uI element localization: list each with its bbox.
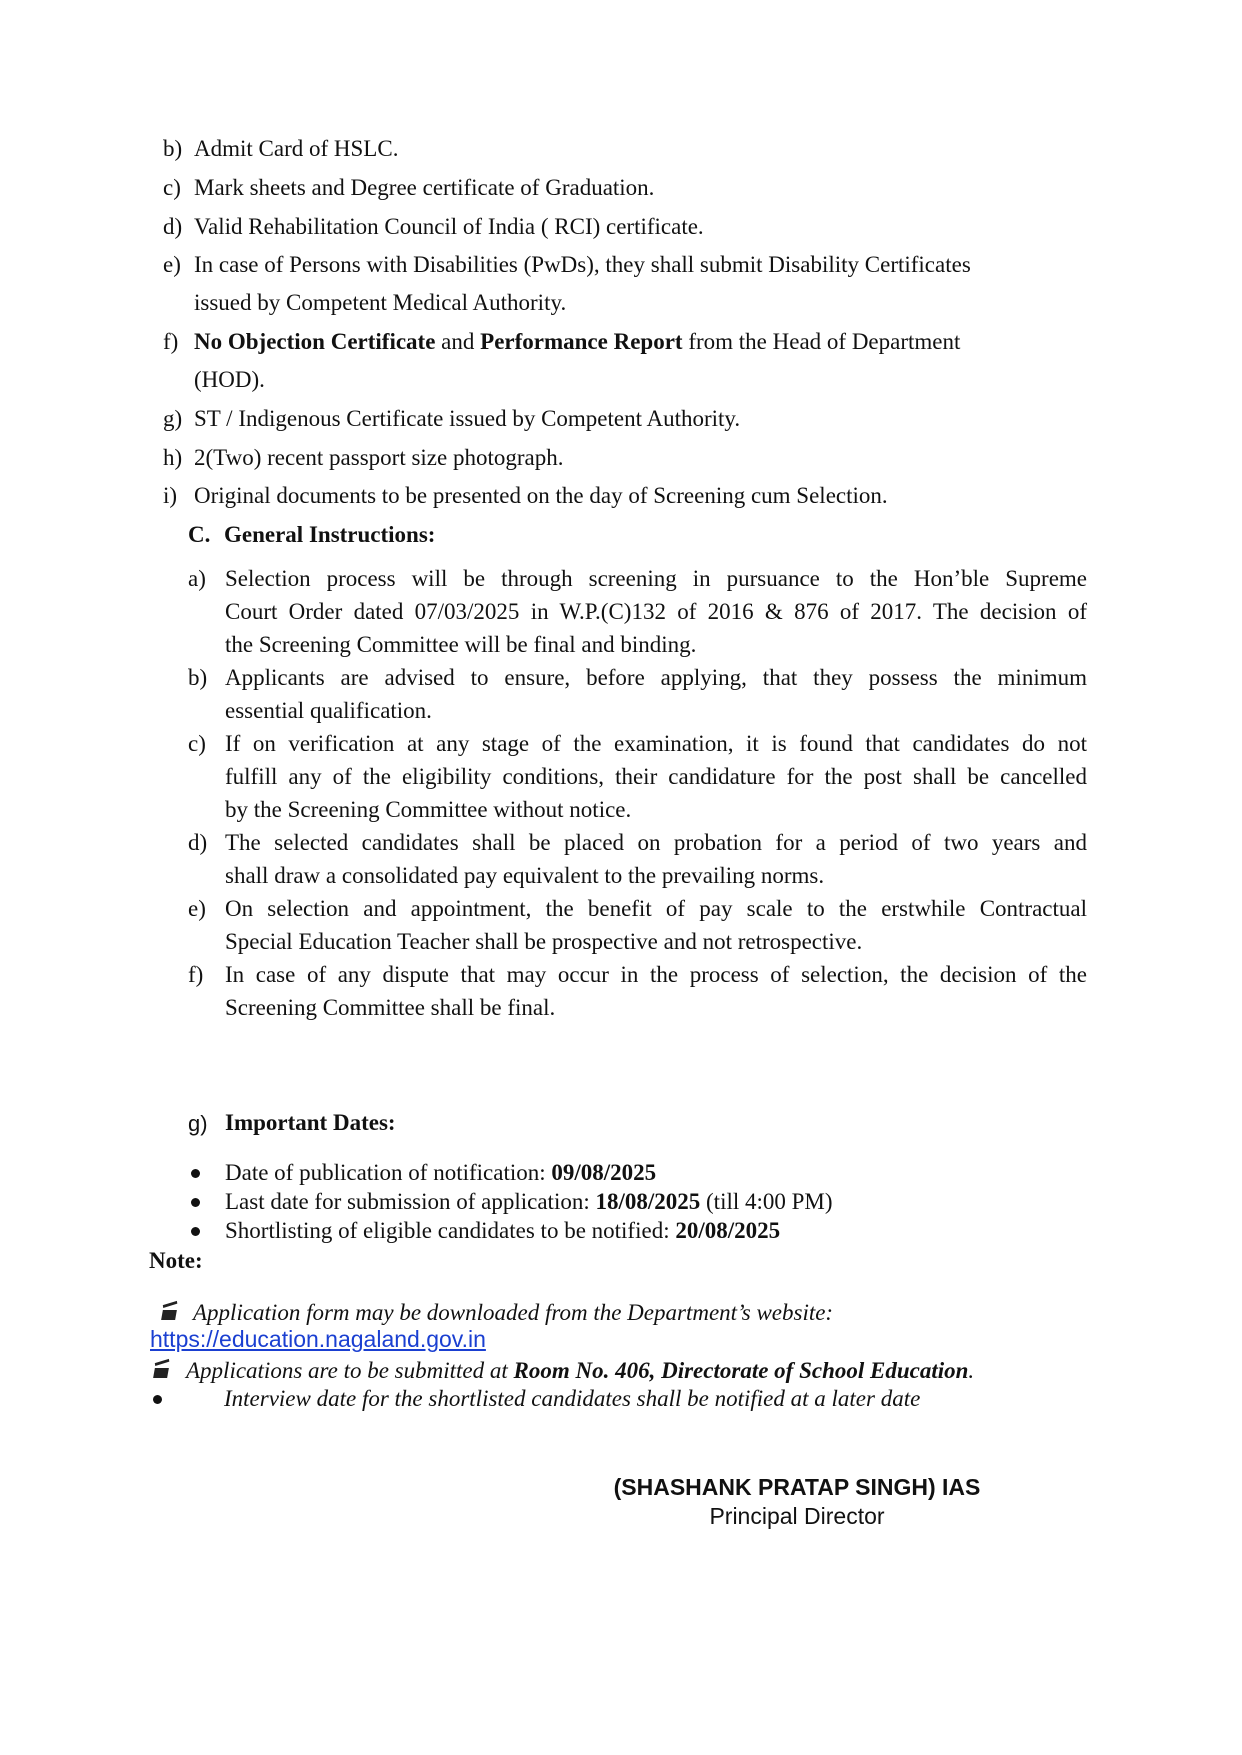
date-value: 09/08/2025 xyxy=(551,1160,657,1185)
item-text xyxy=(194,329,960,355)
section-label: C. xyxy=(188,522,211,547)
clapperboard-icon xyxy=(153,1368,169,1378)
item-label: a) xyxy=(188,566,206,591)
item-text: In case of any dispute that may occur in the process of selection, the decision of the xyxy=(225,962,1087,987)
item-label: e) xyxy=(163,252,181,277)
item-text: Screening Committee shall be final. xyxy=(225,995,556,1020)
item-label: g) xyxy=(163,406,183,431)
item-label: d) xyxy=(163,214,183,239)
website-link[interactable]: https://education.nagaland.gov.in xyxy=(150,1326,486,1352)
item-label: b) xyxy=(163,136,183,161)
item-label: f) xyxy=(188,962,204,987)
item-text: The selected candidates shall be placed on probation for a period of two years and xyxy=(225,830,1087,855)
section-title: General Instructions: xyxy=(224,522,436,547)
item-label: d) xyxy=(188,830,208,855)
item-text: Applicants are advised to ensure, before applying, that they possess the minimum xyxy=(225,665,1087,690)
item-text: ST / Indigenous Certificate issued by Competent Authority. xyxy=(194,406,741,431)
item-text: Court Order dated 07/03/2025 in W.P.(C)132 of 2016 & 876 of 2017. The decision of xyxy=(225,599,1087,624)
item-label: h) xyxy=(163,445,183,470)
item-label: c) xyxy=(188,731,206,756)
bullet-icon xyxy=(191,1227,200,1236)
date-value: 20/08/2025 xyxy=(675,1218,781,1243)
note-text: Applications are to be submitted at xyxy=(186,1358,514,1383)
note-text: Application form may be downloaded from the Department’s website: xyxy=(193,1300,834,1325)
date-label: Date of publication of notification: xyxy=(225,1160,552,1185)
item-text: the Screening Committee will be final and binding. xyxy=(225,632,697,657)
item-label: i) xyxy=(163,483,178,508)
note-text: Interview date for the shortlisted candidates shall be notified at a later date xyxy=(224,1386,921,1411)
date-label: Last date for submission of application: xyxy=(225,1189,596,1214)
item-text: Original documents to be presented on the day of Screening cum Selection. xyxy=(194,483,888,508)
item-text: Valid Rehabilitation Council of India ( RCI) certificate. xyxy=(194,214,704,239)
item-text: by the Screening Committee without notice. xyxy=(225,797,632,822)
signatory-title: Principal Director xyxy=(709,1503,885,1529)
item-text: fulfill any of the eligibility conditions, their candidature for the post shall be cancelled xyxy=(225,764,1087,789)
item-text: Special Education Teacher shall be prospective and not retrospective. xyxy=(225,929,863,954)
item-text: If on verification at any stage of the examination, it is found that candidates do not xyxy=(225,731,1087,756)
item-label: c) xyxy=(163,175,181,200)
bullet-icon xyxy=(191,1198,200,1207)
item-text: Admit Card of HSLC. xyxy=(194,136,399,161)
item-text: Mark sheets and Degree certificate of Graduation. xyxy=(194,175,655,200)
item-text-continued: issued by Competent Medical Authority. xyxy=(194,290,567,315)
item-text-continued: (HOD). xyxy=(194,367,265,392)
bold-text: No Objection Certificate xyxy=(194,329,436,354)
bold-text: Performance Report xyxy=(480,329,683,354)
note-text: . xyxy=(968,1358,975,1383)
item-text: 2(Two) recent passport size photograph. xyxy=(194,445,564,470)
item-text: In case of Persons with Disabilities (PwDs), they shall submit Disability Certificates xyxy=(194,252,971,277)
item-text: Selection process will be through screening in pursuance to the Hon’ble Supreme xyxy=(225,566,1087,591)
important-dates-heading: Important Dates: xyxy=(225,1110,396,1135)
item-text: shall draw a consolidated pay equivalent to the prevailing norms. xyxy=(225,863,825,888)
item-text: essential qualification. xyxy=(225,698,432,723)
item-text: On selection and appointment, the benefit of pay scale to the erstwhile Contractual xyxy=(225,896,1087,921)
clapperboard-icon xyxy=(161,1310,177,1320)
signatory-name: (SHASHANK PRATAP SINGH) IAS xyxy=(613,1474,981,1500)
item-label: g) xyxy=(188,1111,208,1136)
date-label: Shortlisting of eligible candidates to be notified: xyxy=(225,1218,676,1243)
item-label: e) xyxy=(188,896,206,921)
note-bold-text: Room No. 406, Directorate of School Education xyxy=(513,1358,969,1383)
plain-text: from the Head of Department xyxy=(682,329,961,354)
bullet-icon xyxy=(153,1395,162,1404)
bullet-icon xyxy=(191,1169,200,1178)
date-suffix: (till 4:00 PM) xyxy=(700,1189,833,1214)
note-heading: Note: xyxy=(149,1248,203,1273)
plain-text: and xyxy=(435,329,481,354)
date-value: 18/08/2025 xyxy=(595,1189,701,1214)
item-label: b) xyxy=(188,665,208,690)
item-label: f) xyxy=(163,329,179,354)
